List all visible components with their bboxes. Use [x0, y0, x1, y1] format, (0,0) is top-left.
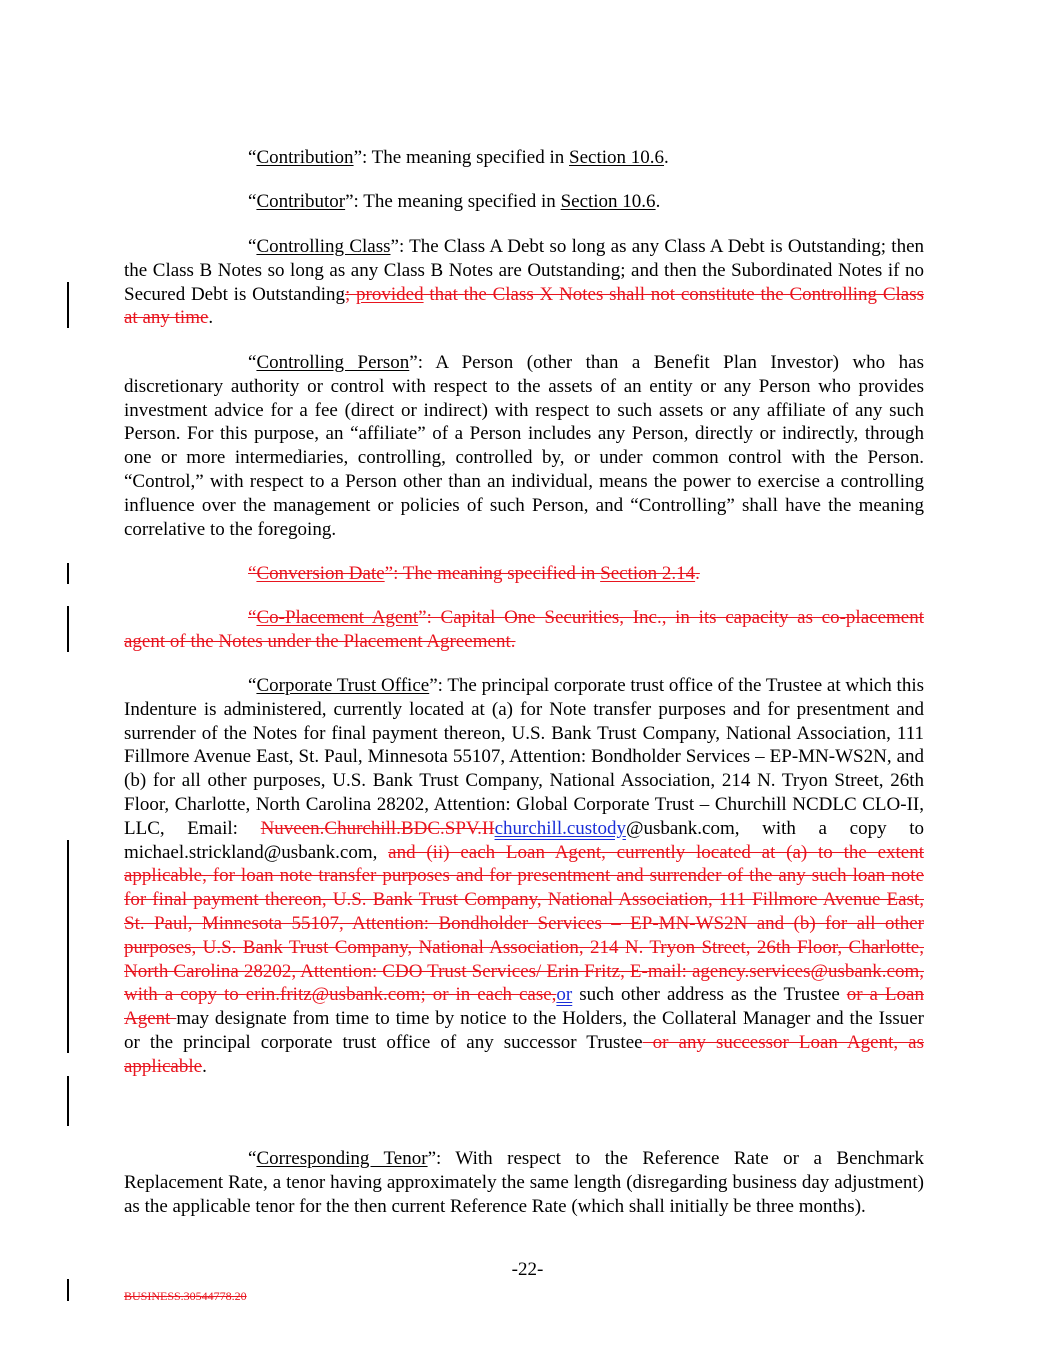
- defined-term: Controlling Person: [256, 352, 410, 373]
- change-bar: [67, 563, 69, 584]
- definition-corresponding-tenor: “Corresponding Tenor”: With respect to the Reference Rate or a Benchmark Replacement Rate, a tenor having approximately the same length (disregarding business day adjustment) as the applicable tenor for the then current Reference Rate (which shall initially be three months).: [124, 1148, 924, 1217]
- change-bar: [67, 282, 69, 328]
- deleted-text: and (ii) each Loan Agent, currently located at (a) to the extent applicable, for loan note transfer purposes and for presentment and surrender of the any such loan note for final payment thereon, U.S. Bank Trust Company, National Association, 111 Fillmore Avenue East, St. Paul, Minnesota 55107, Attention: Bondholder Services – EP-MN-WS2N and (b) for all other purposes, U.S. Bank Trust Company, National Association, 214 N. Tryon Street, 26th Floor, Charlotte, North Carolina 28202, Attention: CDO Trust Services/ Erin Fritz, E-mail: agency.services@usbank.com, with a copy to erin.fritz@usbank.com; or in each case,: [124, 841, 924, 1006]
- defined-term: Corresponding Tenor: [256, 1148, 428, 1169]
- section-reference[interactable]: Section 10.6: [569, 147, 665, 168]
- definition-contributor: “Contributor”: The meaning specified in Section 10.6.: [248, 191, 661, 212]
- deleted-text: that the Class X Notes shall not constitute the Controlling Class at any time: [124, 283, 925, 329]
- change-bar: [67, 840, 69, 1053]
- inserted-email[interactable]: churchill.custody: [494, 817, 626, 839]
- section-reference[interactable]: Section 10.6: [560, 191, 656, 212]
- section-reference: Section 2.14: [600, 563, 696, 584]
- defined-term: Co-Placement Agent: [256, 607, 419, 628]
- definition-controlling-class: “Controlling Class”: The Class A Debt so long as any Class A Debt is Outstanding; then the Class B Notes so long as any Class B Notes are Outstanding; and then the Subordinated Notes if no Secured Debt is Outstanding; provided that the Class X Notes shall not constitute the Controlling Class at any time.: [124, 236, 925, 329]
- deleted-text: or any successor Loan Agent, as applicable: [124, 1031, 924, 1077]
- deleted-text: provided: [356, 283, 424, 305]
- deleted-text: ;: [345, 283, 357, 305]
- change-bar: [67, 1076, 69, 1126]
- deleted-text: or a Loan Agent: [124, 984, 924, 1030]
- defined-term: Conversion Date: [256, 563, 385, 584]
- page-number: -22-: [511, 1259, 544, 1280]
- deleted-email: Nuveen.Churchill.BDC.SPV.II: [260, 817, 495, 839]
- defined-term: Contribution: [256, 147, 354, 168]
- change-bar: [67, 1279, 69, 1301]
- defined-term: Corporate Trust Office: [256, 675, 430, 696]
- definition-contribution: “Contribution”: The meaning specified in Section 10.6.: [248, 147, 669, 168]
- definition-conversion-date-deleted: “Conversion Date”: The meaning specified in Section 2.14.: [248, 563, 700, 584]
- footer-document-id: BUSINESS.30544778.20: [124, 1289, 247, 1303]
- defined-term: Controlling Class: [256, 236, 391, 257]
- defined-term: Contributor: [256, 191, 346, 212]
- inserted-text: or: [556, 984, 573, 1006]
- change-bar: [67, 606, 69, 652]
- definition-corporate-trust-office: “Corporate Trust Office”: The principal corporate trust office of the Trustee at which this Indenture is administered, currently located at (a) for Note transfer purposes and for presentment and surrender of the Notes for final payment thereon, U.S. Bank Trust Company, National Association, 111 Fillmore Avenue East, St. Paul, Minnesota 55107, Attention: Bondholder Services – EP-MN-WS2N, and (b) for all other purposes, U.S. Bank Trust Company, National Association, 214 N. Tryon Street, 26th Floor, Charlotte, North Carolina 28202, Attention: Global Corporate Trust – Churchill NCDLC CLO-II, LLC, Email: Nuveen.Churchill.BDC.SPV.IIchurchill.custody@usbank.com, with a copy to michael.strickland@usbank.com, and (ii) each Loan Agent, currently located at (a) to the extent applicable, for loan note transfer purposes and for presentment and surrender of the any such loan note for final payment thereon, U.S. Bank Trust Company, National Association, 111 Fillmore Avenue East, St. Paul, Minnesota 55107, Attention: Bondholder Services – EP-MN-WS2N and (b) for all other purposes, U.S. Bank Trust Company, National Association, 214 N. Tryon Street, 26th Floor, Charlotte, North Carolina 28202, Attention: CDO Trust Services/ Erin Fritz, E-mail: agency.services@usbank.com, with a copy to erin.fritz@usbank.com; or in each case,or such other address as the Trustee or a Loan Agent may designate from time to time by notice to the Holders, the Collateral Manager and the Issuer or the principal corporate trust office of any successor Trustee or any successor Loan Agent, as applicable.: [124, 675, 924, 1077]
- definition-co-placement-agent-deleted: “Co-Placement Agent”: Capital One Securities, Inc., in its capacity as co-placement agent of the Notes under the Placement Agreement.: [124, 607, 925, 652]
- definition-controlling-person: “Controlling Person”: A Person (other than a Benefit Plan Investor) who has discretionary authority or control with respect to the assets of an entity or any Person who provides investment advice for a fee (direct or indirect) with respect to such assets or any affiliate of any such Person. For this purpose, an “affiliate” of a Person includes any Person, directly or indirectly, through one or more intermediaries, controlling, controlled by, or under common control with the Person. “Control,” with respect to a Person other than an individual, means the power to exercise a controlling influence over the management or policies of such Person, and “Controlling” shall have the meaning correlative to the foregoing.: [124, 352, 924, 540]
